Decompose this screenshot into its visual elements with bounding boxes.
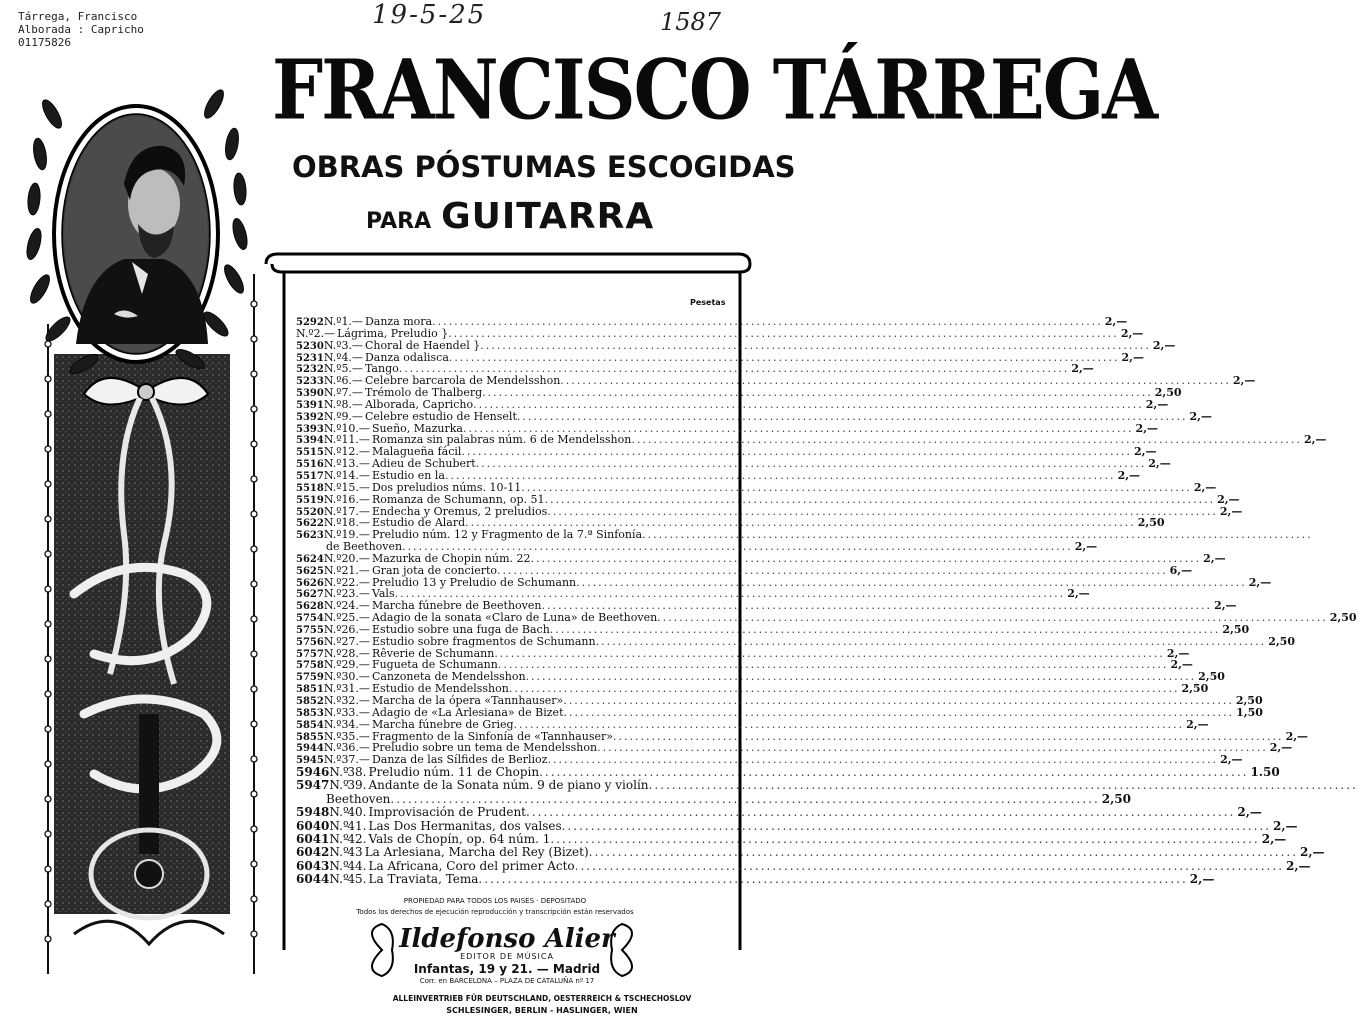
leader-dots (448, 328, 1119, 340)
leader-dots (589, 846, 1298, 859)
work-no-label: N.º (323, 646, 342, 660)
work-number: 8.— (341, 397, 363, 411)
work-number: 9.— (341, 409, 363, 423)
work-title: La Africana, Coro del primer Acto (368, 858, 575, 873)
work-no-label: N.º (323, 611, 342, 625)
leader-dots (550, 624, 1221, 636)
leader-dots (596, 636, 1267, 648)
work-price: 2,— (1186, 717, 1209, 731)
leader-dots (550, 833, 1259, 846)
work-no-label: N.º (329, 778, 349, 793)
work-row (296, 858, 1311, 873)
work-title: Adagio de la sonata «Claro de Luna» de Beethoven (371, 611, 658, 625)
rights-line-1: PROPIEDAD PARA TODOS LOS PAISES · DEPOSITADO (403, 897, 587, 905)
work-no-label: N.º (323, 670, 342, 684)
work-plate-number: 5515 (296, 447, 324, 459)
work-number: 25.— (341, 611, 370, 625)
work-no-label: N.º (323, 374, 342, 388)
work-plate-number: 5852 (296, 696, 324, 707)
work-price: 2,— (1121, 350, 1144, 364)
work-plate-number: 6044 (296, 872, 330, 887)
work-price: 2,— (1286, 858, 1311, 873)
work-title: Preludio núm. 12 y Fragmento de la 7.ª Sinfonía (371, 528, 643, 542)
work-plate-number: 5946 (296, 765, 330, 780)
leader-dots (531, 553, 1202, 565)
work-no-label: N.º (329, 858, 349, 873)
work-no-label: N.º (323, 694, 342, 707)
work-no-label: N.º (329, 845, 349, 860)
work-number: 33.— (341, 705, 370, 719)
rights-notice (330, 896, 660, 918)
work-price: 2,— (1285, 729, 1309, 743)
work-plate-number: 5292 (296, 317, 324, 328)
leader-dots (480, 340, 1151, 352)
work-price: 2,— (1189, 409, 1212, 423)
work-number: 32.— (341, 694, 370, 707)
work-title: Canzoneta de Mendelsshon (371, 670, 526, 684)
work-row (296, 872, 1215, 887)
work-plate-number: 5947 (296, 778, 330, 793)
catalog-id: 01175826 (18, 36, 71, 49)
work-number: 1.— (341, 315, 363, 328)
work-no-label: N.º (323, 682, 342, 696)
publisher-address: Infantas, 19 y 21. — Madrid (413, 962, 601, 976)
work-title: Beethoven (326, 791, 391, 806)
work-plate-number: 6043 (296, 858, 330, 873)
work-no-label: N.º (323, 409, 342, 423)
work-number: 3.— (341, 338, 363, 352)
work-title: Estudio de Mendelsshon (371, 682, 509, 696)
work-number: 34.— (341, 717, 370, 731)
work-price: 6,— (1169, 563, 1193, 577)
work-row (296, 818, 1298, 833)
publisher-block (352, 920, 652, 985)
work-row (296, 791, 1132, 806)
work-number: 31.— (341, 682, 370, 696)
work-plate-number: 5519 (296, 494, 324, 506)
work-number: 6.— (341, 374, 363, 388)
work-plate-number: 5855 (296, 731, 324, 743)
work-title: Endecha y Oremus, 2 preludios (371, 504, 548, 518)
work-row (296, 397, 1169, 411)
work-row (296, 705, 1263, 719)
work-plate-number: 5520 (296, 506, 324, 518)
work-price: 2,50 (1101, 791, 1132, 806)
work-title: Trémolo de Thalberg (364, 386, 483, 400)
work-price: 2,— (1134, 445, 1157, 459)
work-row (296, 480, 1217, 494)
work-title: Vals de Chopín, op. 64 núm. 1 (368, 832, 551, 847)
work-price: 1.50 (1250, 765, 1280, 780)
leader-dots (562, 820, 1271, 833)
work-title: Mazurka de Chopin núm. 22 (371, 551, 531, 565)
work-number: 41. (347, 818, 367, 833)
work-no-label: N.º (329, 818, 349, 833)
work-number: 5.— (341, 362, 363, 376)
work-price: 2,— (1269, 741, 1293, 755)
work-price: 2,— (1120, 326, 1144, 340)
work-price: 1,50 (1236, 705, 1263, 719)
work-plate-number: 5945 (296, 755, 324, 767)
work-no-label: N.º (323, 634, 342, 648)
work-no-label: N.º (323, 445, 342, 459)
work-row (296, 634, 1295, 648)
work-price: 2,— (1170, 658, 1193, 672)
work-number: 44. (347, 858, 367, 873)
work-price: 2,50 (1329, 611, 1357, 625)
work-row (296, 622, 1250, 636)
work-number: 39. (347, 778, 367, 793)
work-plate-number: 5628 (296, 601, 324, 613)
work-title: Adagio de «La Arlesiana» de Bizet (371, 705, 564, 719)
work-number: 26.— (341, 622, 370, 636)
publisher-correspondent: Corr. en BARCELONA – PLAZA DE CATALUÑA nº 17 (419, 977, 595, 985)
leader-dots (497, 565, 1168, 577)
work-title: Danza mora (364, 315, 433, 328)
work-plate-number: 5231 (296, 352, 324, 364)
work-no-label: N.º (323, 468, 342, 482)
work-no-label: N.º (329, 765, 349, 780)
work-title: Danza de las Sílfides de Berlioz (371, 753, 548, 767)
work-title: Vals (371, 587, 395, 601)
work-number: 7.— (341, 386, 363, 400)
work-no-label: N.º (323, 658, 342, 672)
work-price: 2,— (1166, 646, 1190, 660)
work-title: Sueño, Mazurka (371, 421, 463, 435)
work-title: Preludio 13 y Preludio de Schumann (371, 575, 577, 589)
work-price: 2,— (1261, 832, 1287, 847)
work-price: 2,50 (1154, 386, 1182, 400)
work-number: 29.— (341, 658, 370, 672)
work-row (296, 326, 1144, 340)
work-plate-number: 5948 (296, 805, 330, 820)
publisher-name: Ildefonso Alier (399, 924, 615, 954)
work-price: 2,50 (1198, 670, 1225, 684)
work-plate-number: 6041 (296, 832, 330, 847)
work-plate-number: 5232 (296, 364, 324, 376)
price-column-heading: Pesetas (690, 298, 726, 307)
work-title: Estudio en la (371, 468, 445, 482)
work-number: 17.— (341, 504, 370, 518)
work-price: 2,— (1217, 492, 1240, 506)
work-row (296, 845, 1325, 860)
work-title: Celebre estudio de Henselt (364, 409, 517, 423)
work-number: 30.— (341, 670, 370, 684)
work-no-label: N.º (323, 421, 342, 435)
work-number: 16.— (341, 492, 370, 506)
work-no-label: N.º (323, 315, 342, 328)
work-row (296, 717, 1209, 731)
work-number: 36.— (341, 741, 370, 755)
work-price: 2,50 (1181, 682, 1209, 696)
work-number: 11.— (341, 433, 370, 447)
leader-dots (564, 707, 1235, 719)
work-price: 2,— (1214, 599, 1237, 613)
work-plate-number: 5390 (296, 388, 324, 400)
work-number: 13.— (341, 457, 370, 471)
work-plate-number: 5391 (296, 399, 324, 411)
instrument-line (366, 196, 654, 237)
work-title: Las Dos Hermanitas, dos valses (368, 818, 562, 833)
work-no-label: N.º (323, 717, 342, 731)
work-number: 2.— (313, 326, 336, 340)
work-price: 2,— (1117, 468, 1141, 482)
work-no-label: N.º (329, 872, 349, 887)
work-title: Dos preludios núms. 10-11 (371, 480, 522, 494)
leader-dots (539, 766, 1248, 779)
work-number: 23.— (341, 587, 370, 601)
work-no-label: N.º (323, 457, 342, 471)
work-no-label: N.º (323, 563, 342, 577)
work-no-label: N.º (329, 832, 349, 847)
work-no-label: N.º (323, 741, 342, 755)
work-number: 24.— (341, 599, 370, 613)
work-title: La Arlesiana, Marcha del Rey (Bizet) (364, 845, 589, 860)
work-plate-number: 5622 (296, 518, 324, 530)
work-title: Romanza de Schumann, op. 51 (371, 492, 545, 506)
leader-dots (390, 793, 1099, 806)
work-number: 18.— (341, 516, 370, 530)
catalog-title: Alborada : Capricho (18, 23, 144, 36)
work-price: 2,— (1071, 362, 1094, 376)
work-plate-number: 5624 (296, 553, 324, 565)
rights-line-2: Todos los derechos de ejecución reproducción y transcripción están reservados (356, 908, 634, 916)
work-title: Marcha fúnebre de Grieg (371, 717, 514, 731)
work-title: La Traviata, Tema (368, 872, 479, 887)
work-row (296, 805, 1262, 820)
work-plate-number: 5759 (296, 672, 324, 684)
work-plate-number: 5851 (296, 684, 324, 696)
work-row (296, 338, 1176, 352)
work-no-label: N.º (323, 397, 342, 411)
work-plate-number: 6040 (296, 818, 330, 833)
work-price: 2,— (1135, 421, 1159, 435)
work-title: Romanza sin palabras núm. 6 de Mendelsshon (371, 433, 632, 447)
work-plate-number: 5626 (296, 577, 324, 589)
work-plate-number: 5393 (296, 423, 324, 435)
work-number: 35.— (341, 729, 370, 743)
work-price: 2,— (1067, 587, 1090, 601)
work-plate-number: 5518 (296, 482, 324, 494)
work-title: Estudio sobre una fuga de Bach (371, 622, 550, 636)
handwritten-date: 19-5-25 (372, 0, 487, 30)
work-plate-number: 5754 (296, 613, 324, 625)
catalog-composer: Tárrega, Francisco (18, 10, 138, 23)
work-title: Celebre barcarola de Mendelsshon (364, 374, 561, 388)
leader-dots (575, 860, 1284, 873)
work-price: 2,— (1303, 433, 1327, 447)
work-plate-number: 5233 (296, 376, 324, 388)
work-title: Rêverie de Schumann (371, 646, 495, 660)
work-no-label: N.º (323, 480, 342, 494)
leader-dots (478, 873, 1187, 886)
portrait-illustration (14, 74, 270, 974)
work-number: 19.— (341, 528, 370, 542)
work-price: 2,— (1232, 374, 1256, 388)
work-row (296, 832, 1287, 847)
work-row (296, 551, 1226, 565)
work-title: de Beethoven (326, 540, 403, 554)
work-plate-number: 5392 (296, 411, 324, 423)
collection-subtitle: OBRAS PÓSTUMAS ESCOGIDAS (292, 150, 796, 184)
work-price: 2,— (1104, 315, 1128, 328)
work-plate-number: 5944 (296, 743, 324, 755)
work-title: Tango (364, 362, 399, 376)
work-number: 43 (347, 845, 363, 860)
work-plate-number: 5230 (296, 340, 324, 352)
work-plate-number: 5854 (296, 719, 324, 731)
work-no-label: N.º (323, 587, 342, 601)
work-number: 22.— (341, 575, 370, 589)
work-number: 45. (347, 872, 367, 887)
work-no-label: N.º (323, 350, 342, 364)
work-number: 15.— (341, 480, 370, 494)
work-no-label: N.º (323, 729, 342, 743)
work-no-label: N.º (323, 753, 342, 767)
leader-dots (544, 494, 1215, 506)
work-plate-number: 5517 (296, 470, 324, 482)
work-title: Gran jota de concierto (371, 563, 498, 577)
work-no-label: N.º (323, 575, 342, 589)
work-number: 40. (347, 805, 367, 820)
work-plate-number: 5755 (296, 624, 324, 636)
work-title: Improvisación de Prudent (368, 805, 526, 820)
work-title: Danza odalisca (364, 350, 449, 364)
work-price: 2,— (1193, 480, 1217, 494)
work-row (296, 765, 1280, 780)
work-title: Alborada, Capricho (364, 397, 474, 411)
work-number: 37.— (341, 753, 370, 767)
work-price: 2,— (1203, 551, 1226, 565)
work-no-label: N.º (329, 805, 349, 820)
leader-dots (649, 779, 1358, 792)
work-plate-number: 5394 (296, 435, 324, 447)
work-price: 2,50 (1137, 516, 1165, 530)
work-plate-number: 5756 (296, 636, 324, 648)
work-plate-number: 5516 (296, 459, 324, 471)
work-price: 2,50 (1235, 694, 1263, 707)
work-title: Fragmento de la Sinfonía de «Tannhauser» (371, 729, 613, 743)
work-number: 20.— (341, 551, 370, 565)
work-price: 2,— (1300, 845, 1325, 860)
work-no-label: N.º (323, 528, 342, 542)
work-title: Fugueta de Schumann (371, 658, 498, 672)
work-row (296, 563, 1193, 577)
distribution-notice: ALLEINVERTRIEB FÜR DEUTSCHLAND, OESTERREICH & TSCHECHOSLOV (392, 994, 692, 1003)
work-title: Preludio núm. 11 de Chopin (368, 765, 540, 780)
work-title: Andante de la Sonata núm. 9 de piano y violín (368, 778, 649, 793)
work-price: 2,— (1220, 753, 1243, 767)
work-number: 14.— (341, 468, 370, 482)
work-no-label: N.º (296, 326, 314, 340)
work-price: 2,— (1152, 338, 1176, 352)
work-price: 2,— (1074, 540, 1098, 554)
work-no-label: N.º (323, 705, 342, 719)
work-price: 2,— (1248, 575, 1272, 589)
leader-dots (517, 411, 1188, 423)
work-title: Malagueña fácil (371, 445, 462, 459)
leader-dots (526, 806, 1235, 819)
works-list (296, 315, 1357, 887)
work-no-label: N.º (323, 622, 342, 636)
work-plate-number: 5758 (296, 660, 324, 672)
publisher-role: EDITOR DE MÚSICA (460, 952, 554, 961)
work-no-label: N.º (323, 504, 342, 518)
work-number: 21.— (341, 563, 370, 577)
work-plate-number: 6042 (296, 845, 330, 860)
work-number: 4.— (341, 350, 363, 364)
handwritten-number: 1587 (660, 8, 722, 36)
work-no-label: N.º (323, 338, 342, 352)
work-title: Preludio sobre un tema de Mendelsshon (371, 741, 598, 755)
work-plate-number: 5623 (296, 530, 324, 542)
work-price: 2,— (1145, 397, 1169, 411)
work-title: Adieu de Schubert (371, 457, 476, 471)
work-title: Lágrima, Preludio } (337, 326, 449, 340)
work-no-label: N.º (323, 551, 342, 565)
work-number: 12.— (341, 445, 370, 459)
work-title: Estudio sobre fragmentos de Schumann (371, 634, 596, 648)
portrait-panel (14, 74, 270, 974)
work-price: 2,50 (1222, 622, 1250, 636)
leader-dots (514, 719, 1185, 731)
work-no-label: N.º (323, 362, 342, 376)
work-row (296, 779, 736, 792)
work-title: Estudio de Alard (371, 516, 466, 530)
leader-dots (473, 399, 1144, 411)
work-title: Marcha de la ópera «Tannhauser» (371, 694, 564, 707)
work-plate-number: 5625 (296, 565, 324, 577)
work-number: 27.— (341, 634, 370, 648)
work-row (296, 409, 1212, 423)
work-number: 10.— (341, 421, 370, 435)
para-word: PARA (366, 209, 432, 234)
instrument-name: GUITARRA (441, 196, 655, 237)
work-no-label: N.º (323, 599, 342, 613)
work-no-label: N.º (323, 433, 342, 447)
work-number: 28.— (341, 646, 370, 660)
work-plate-number: 5853 (296, 707, 324, 719)
work-price: 2,— (1273, 818, 1298, 833)
composer-title: FRANCISCO TÁRREGA (272, 40, 1157, 138)
work-plate-number: 5627 (296, 589, 324, 601)
work-title: Choral de Haendel } (364, 338, 481, 352)
leader-dots (521, 482, 1192, 494)
work-price: 2,— (1189, 872, 1215, 887)
work-number: 38. (347, 765, 367, 780)
work-no-label: N.º (323, 492, 342, 506)
work-title: Marcha fúnebre de Beethoven (371, 599, 542, 613)
work-no-label: N.º (323, 516, 342, 530)
work-price: 2,— (1219, 504, 1243, 518)
work-price: 2,50 (1268, 634, 1295, 648)
work-number: 42. (347, 832, 367, 847)
work-plate-number: 5757 (296, 648, 324, 660)
work-row (296, 492, 1240, 506)
work-no-label: N.º (323, 386, 342, 400)
work-price: 2,— (1237, 805, 1262, 820)
work-price: 2,— (1148, 457, 1171, 471)
distributors: SCHLESINGER, BERLIN - HASLINGER, WIEN (446, 1006, 638, 1015)
catalog-reference (18, 10, 144, 49)
